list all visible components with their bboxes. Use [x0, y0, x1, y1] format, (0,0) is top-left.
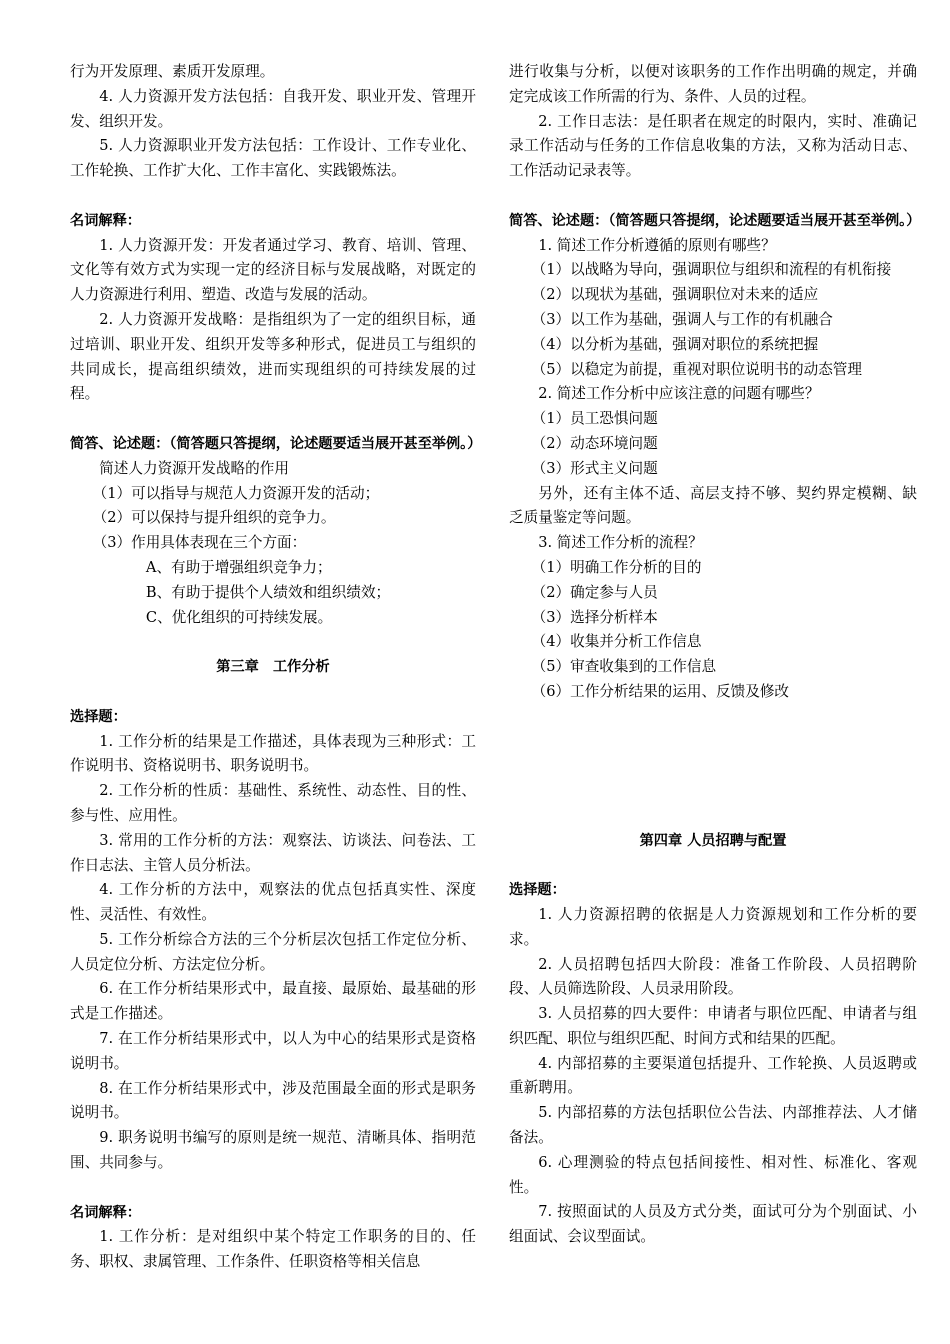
list-item: （3）以工作为基础，强调人与工作的有机融合: [531, 310, 833, 328]
paragraph: 4. 人力资源开发方法包括：自我开发、职业开发、管理开发、组织开发。: [70, 87, 476, 130]
spacer: [70, 407, 476, 432]
list-item: （4）以分析为基础，强调对职位的系统把握: [531, 335, 819, 353]
paragraph: 2. 人员招聘包括四大阶段：准备工作阶段、人员招聘阶段、人员筛选阶段、人员录用阶段。: [509, 955, 917, 998]
list-item: （5）审查收集到的工作信息: [531, 658, 717, 676]
spacer: [70, 630, 476, 655]
spacer: [509, 184, 917, 209]
right-column: [509, 60, 921, 1250]
paragraph: 9. 职务说明书编写的原则是统一规范、清晰具体、指明范围、共同参与。: [70, 1129, 476, 1172]
left-column: [70, 60, 482, 1275]
list-item: （2）可以保持与提升组织的竞争力。: [92, 509, 336, 527]
paragraph: 5. 人力资源职业开发方法包括：工作设计、工作专业化、工作轮换、工作扩大化、工作丰富化、实践锻炼法。: [70, 137, 476, 180]
list-item: C、优化组织的可持续发展。: [145, 608, 333, 626]
list-item: （1）明确工作分析的目的: [531, 558, 702, 576]
paragraph: 2. 人力资源开发战略：是指组织为了一定的组织目标，通过培训、职业开发、组织开发等多种形式，促进员工与组织的共同成长，提高组织绩效，进而实现组织的可持续发展的过程。: [70, 310, 476, 403]
section-heading: 简答、论述题：（简答题只答提纲，论述题要适当展开甚至举例。）: [509, 212, 921, 229]
spacer: [509, 804, 917, 829]
list-item: （2）确定参与人员: [531, 583, 658, 601]
paragraph: 5. 内部招募的方法包括职位公告法、内部推荐法、人才储备法。: [509, 1104, 917, 1147]
spacer: [70, 680, 476, 705]
list-item: （5）以稳定为前提，重视对职位说明书的动态管理: [531, 360, 862, 378]
paragraph: 1. 人力资源招聘的依据是人力资源规划和工作分析的要求。: [509, 905, 917, 948]
paragraph: 7. 在工作分析结果形式中，以人为中心的结果形式是资格说明书。: [70, 1030, 476, 1072]
chapter-title: 第三章 工作分析: [216, 659, 330, 676]
paragraph: 6. 在工作分析结果形式中，最直接、最原始、最基础的形式是工作描述。: [70, 980, 476, 1023]
section-heading: 名词解释：: [70, 212, 141, 229]
paragraph: 1. 工作分析：是对组织中某个特定工作职务的目的、任务、职权、隶属管理、工作条件、任职资格等相关信息: [70, 1228, 476, 1271]
paragraph: 1. 工作分析的结果是工作描述，具体表现为三种形式：工作说明书、资格说明书、职务说明书。: [70, 732, 476, 775]
spacer: [509, 705, 917, 804]
question: 1. 简述工作分析遵循的原则有哪些？: [538, 236, 776, 254]
paragraph: 5. 工作分析综合方法的三个分析层次包括工作定位分析、人员定位分析、方法定位分析。: [70, 930, 476, 973]
paragraph: 进行收集与分析，以便对该职务的工作作出明确的规定，并确定完成该工作所需的行为、条件、人员的过程。: [509, 63, 917, 105]
paragraph: 3. 人员招募的四大要件：申请者与职位匹配、申请者与组织匹配、职位与组织匹配、时间方式和结果的匹配。: [509, 1005, 917, 1047]
list-item: A、有助于增强组织竞争力；: [145, 558, 332, 576]
question: 简述人力资源开发战略的作用: [99, 459, 289, 477]
section-heading: 选择题：: [509, 882, 566, 899]
paragraph: 4. 内部招募的主要渠道包括提升、工作轮换、人员返聘或重新聘用。: [509, 1054, 917, 1097]
spacer: [70, 184, 476, 209]
list-item: （4）收集并分析工作信息: [531, 633, 702, 651]
list-item: （6）工作分析结果的运用、反馈及修改: [531, 682, 790, 700]
list-item: （1）以战略为导向，强调职位与组织和流程的有机衔接: [531, 261, 892, 279]
paragraph: 7. 按照面试的人员及方式分类，面试可分为个别面试、小组面试、会议型面试。: [509, 1203, 917, 1246]
paragraph: 行为开发原理、素质开发原理。: [70, 63, 275, 80]
paragraph: 另外，还有主体不适、高层支持不够、契约界定模糊、缺乏质量鉴定等问题。: [509, 484, 917, 527]
list-item: （2）以现状为基础，强调职位对未来的适应: [531, 286, 819, 304]
list-item: （1）可以指导与规范人力资源开发的活动；: [92, 484, 380, 502]
section-heading: 简答、论述题：（简答题只答提纲，论述题要适当展开甚至举例。）: [70, 435, 482, 452]
list-item: （1）员工恐惧问题: [531, 410, 658, 428]
paragraph: 2. 工作分析的性质：基础性、系统性、动态性、目的性、参与性、应用性。: [70, 782, 476, 824]
list-item: （2）动态环境问题: [531, 434, 658, 452]
paragraph: 6. 心理测验的特点包括间接性、相对性、标准化、客观性。: [509, 1153, 917, 1196]
list-item: （3）选择分析样本: [531, 608, 658, 626]
paragraph: 2. 工作日志法：是任职者在规定的时限内，实时、准确记录工作活动与任务的工作信息收集的方法，又称为活动日志、工作活动记录表等。: [509, 112, 917, 180]
paragraph: 3. 常用的工作分析的方法：观察法、访谈法、问卷法、工作日志法、主管人员分析法。: [70, 831, 476, 874]
list-item: （3）作用具体表现在三个方面：: [92, 534, 307, 552]
paragraph: 1. 人力资源开发：开发者通过学习、教育、培训、管理、文化等有效方式为实现一定的经济目标与发展战略，对既定的人力资源进行利用、塑造、改造与发展的活动。: [70, 236, 476, 304]
section-heading: 名词解释：: [70, 1204, 141, 1221]
chapter-title: 第四章 人员招聘与配置: [639, 832, 787, 849]
spacer: [509, 853, 917, 878]
question: 3. 简述工作分析的流程？: [538, 534, 703, 552]
list-item: B、有助于提供个人绩效和组织绩效；: [145, 583, 391, 601]
section-heading: 选择题：: [70, 708, 127, 725]
paragraph: 8. 在工作分析结果形式中，涉及范围最全面的形式是职务说明书。: [70, 1079, 476, 1122]
spacer: [70, 1176, 476, 1201]
question: 2. 简述工作分析中应该注意的问题有哪些？: [538, 385, 820, 403]
list-item: （3）形式主义问题: [531, 459, 658, 477]
paragraph: 4. 工作分析的方法中，观察法的优点包括真实性、深度性、灵活性、有效性。: [70, 881, 476, 924]
